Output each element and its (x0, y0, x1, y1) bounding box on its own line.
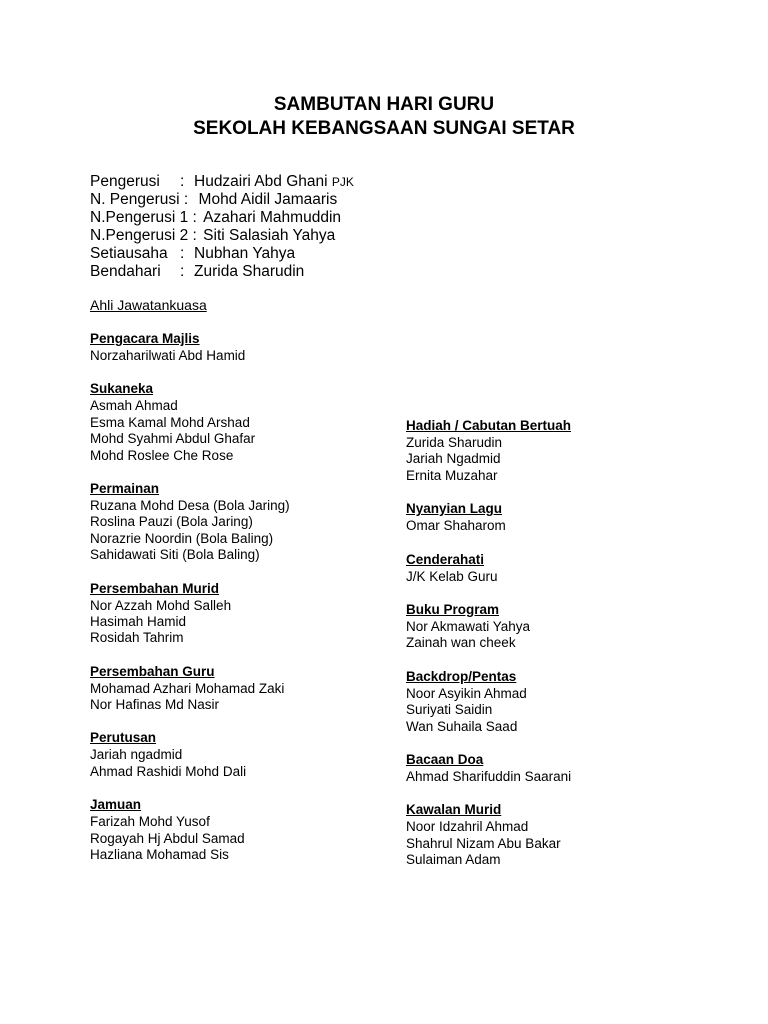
section-heading: Sukaneka (90, 381, 154, 397)
member-name: Noor Asyikin Ahmad (406, 685, 527, 701)
member-name: Shahrul Nizam Abu Bakar (406, 835, 561, 851)
committee-section (90, 481, 290, 564)
section-heading: Nyanyian Lagu (406, 501, 503, 517)
member-name: Nor Hafinas Md Nasir (90, 697, 220, 713)
member-name: Mohd Syahmi Abdul Ghafar (90, 431, 256, 447)
member-name: Jariah ngadmid (90, 747, 183, 763)
section-heading: Pengacara Majlis (90, 331, 200, 346)
section-heading: Jamuan (90, 797, 142, 813)
member-name: Ernita Muzahar (406, 467, 498, 483)
member-name: Asmah Ahmad (90, 398, 178, 414)
committee-section (90, 797, 290, 863)
member-name: Nor Azzah Mohd Salleh (90, 597, 232, 613)
member-name: Rogayah Hj Abdul Samad (90, 830, 245, 846)
officer-row (90, 227, 341, 245)
member-name: Hasimah Hamid (90, 613, 187, 629)
member-name: Roslina Pauzi (Bola Jaring) (90, 514, 253, 530)
committee-section (406, 802, 571, 868)
section-heading: Backdrop/Pentas (406, 668, 517, 684)
officers-list (90, 173, 354, 281)
officer-name: Mohd Aidil Jamaaris (198, 191, 338, 208)
committee-section (90, 581, 290, 647)
section-heading: Persembahan Murid (90, 580, 220, 596)
member-name: Ahmad Sharifuddin Saarani (406, 768, 572, 784)
member-name: Noor Idzahril Ahmad (406, 819, 529, 835)
member-name: Sulaiman Adam (406, 852, 501, 868)
officer-role: Pengerusi (90, 173, 160, 190)
officer-row (90, 209, 341, 227)
member-name: Zainah wan cheek (406, 635, 516, 651)
member-name: Suriyati Saidin (406, 702, 493, 718)
member-name: Ahmad Rashidi Mohd Dali (90, 763, 247, 779)
member-name: Rosidah Tahrim (90, 630, 184, 646)
officer-role: N.Pengerusi 2 : (90, 227, 197, 244)
officer-row (90, 173, 354, 191)
member-name: Hazliana Mohamad Sis (90, 847, 229, 863)
officer-colon: : (180, 263, 185, 280)
member-name: Norzaharilwati Abd Hamid (90, 348, 246, 363)
member-name: J/K Kelab Guru (406, 568, 498, 584)
section-heading: Bacaan Doa (406, 751, 484, 767)
officer-row (90, 191, 341, 209)
section-heading: Cenderahati (406, 551, 485, 567)
member-name: Farizah Mohd Yusof (90, 814, 210, 830)
officer-name: Hudzairi Abd Ghani PJK (194, 173, 354, 190)
officer-suffix: PJK (331, 175, 354, 189)
officer-colon: : (180, 245, 185, 262)
officer-name: Zurida Sharudin (194, 263, 305, 280)
section-heading: Perutusan (90, 730, 157, 746)
committee-section (406, 552, 571, 585)
officer-name: Azahari Mahmuddin (203, 209, 342, 226)
document-title: SAMBUTAN HARI GURU (273, 94, 495, 115)
officer-role: N.Pengerusi 1 : (90, 209, 197, 226)
section-heading: Buku Program (406, 601, 500, 617)
member-name: Nor Akmawati Yahya (406, 618, 531, 634)
committee-section (90, 381, 290, 464)
section-heading: Kawalan Murid (406, 802, 502, 818)
committee-section (406, 602, 571, 652)
section-heading: Permainan (90, 480, 160, 496)
committee-section (406, 418, 571, 484)
section-heading: Persembahan Guru (90, 663, 215, 679)
committee-heading: Ahli Jawatankuasa (90, 297, 207, 313)
officer-row (90, 245, 341, 263)
committee-section (406, 752, 571, 785)
committee-section (406, 669, 571, 735)
member-name: Mohamad Azhari Mohamad Zaki (90, 680, 285, 696)
officer-role: Bendahari (90, 263, 161, 280)
member-name: Omar Shaharom (406, 518, 506, 534)
member-name: Esma Kamal Mohd Arshad (90, 414, 250, 430)
officer-role: Setiausaha (90, 245, 168, 262)
committee-section (90, 730, 290, 780)
committee-section (90, 331, 290, 364)
officer-name: Siti Salasiah Yahya (203, 227, 336, 244)
officer-role: N. Pengerusi : (90, 191, 189, 208)
section-heading: Hadiah / Cabutan Bertuah (406, 418, 572, 433)
member-name: Sahidawati Siti (Bola Baling) (90, 547, 260, 563)
committee-section (406, 501, 571, 534)
member-name: Wan Suhaila Saad (406, 718, 518, 734)
officer-colon: : (180, 173, 185, 190)
member-name: Jariah Ngadmid (406, 451, 501, 467)
committee-left-column (90, 331, 290, 880)
committee-right-column (406, 418, 571, 885)
member-name: Ruzana Mohd Desa (Bola Jaring) (90, 497, 290, 513)
member-name: Zurida Sharudin (406, 435, 503, 450)
school-name: SEKOLAH KEBANGSAAN SUNGAI SETAR (193, 118, 575, 139)
officer-row (90, 263, 341, 281)
member-name: Norazrie Noordin (Bola Baling) (90, 530, 274, 546)
member-name: Mohd Roslee Che Rose (90, 447, 234, 463)
officer-name: Nubhan Yahya (194, 245, 296, 262)
committee-section (90, 664, 290, 714)
